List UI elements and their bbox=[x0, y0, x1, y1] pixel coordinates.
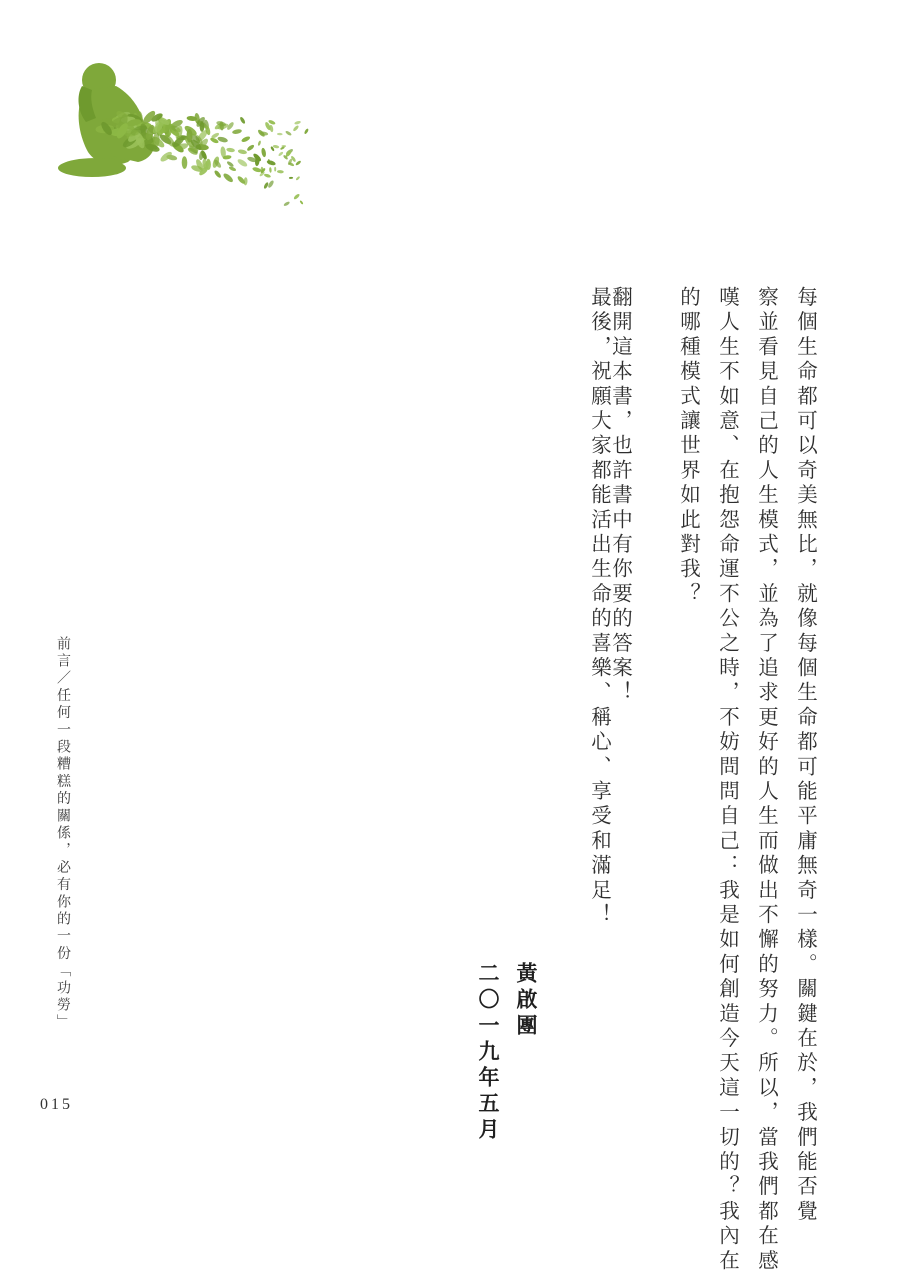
preface-line: 察並看見自己的人生模式，並為了追求更好的人生而做出不懈的努力。所以，當我們都在感 bbox=[754, 286, 779, 1274]
author-signature: 黃啟團 bbox=[514, 962, 539, 1040]
page-number: 015 bbox=[40, 1096, 73, 1113]
preface-line: 每個生命都可以奇美無比，就像每個生命都可能平庸無奇一樣。關鍵在於，我們能否覺 bbox=[793, 286, 818, 1225]
preface-line: 嘆人生不如意、在抱怨命運不公之時，不妨問問自己：我是如何創造今天這一切的？我內在 bbox=[715, 286, 740, 1274]
preface-line: 最後，祝願大家都能活出生命的喜樂、稱心、享受和滿足！ bbox=[587, 286, 612, 929]
preface-line: 翻開這本書，也許書中有你要的答案！ bbox=[608, 286, 633, 706]
preface-line: 的哪種模式讓世界如此對我？ bbox=[676, 286, 701, 608]
running-head: 前言／任何一段糟糕的關係，必有你的一份「功勞」 bbox=[55, 636, 71, 1032]
signature-date: 二〇一九年五月 bbox=[476, 962, 501, 1144]
sitting-figure-dissolving-into-leaves-icon bbox=[52, 56, 312, 246]
